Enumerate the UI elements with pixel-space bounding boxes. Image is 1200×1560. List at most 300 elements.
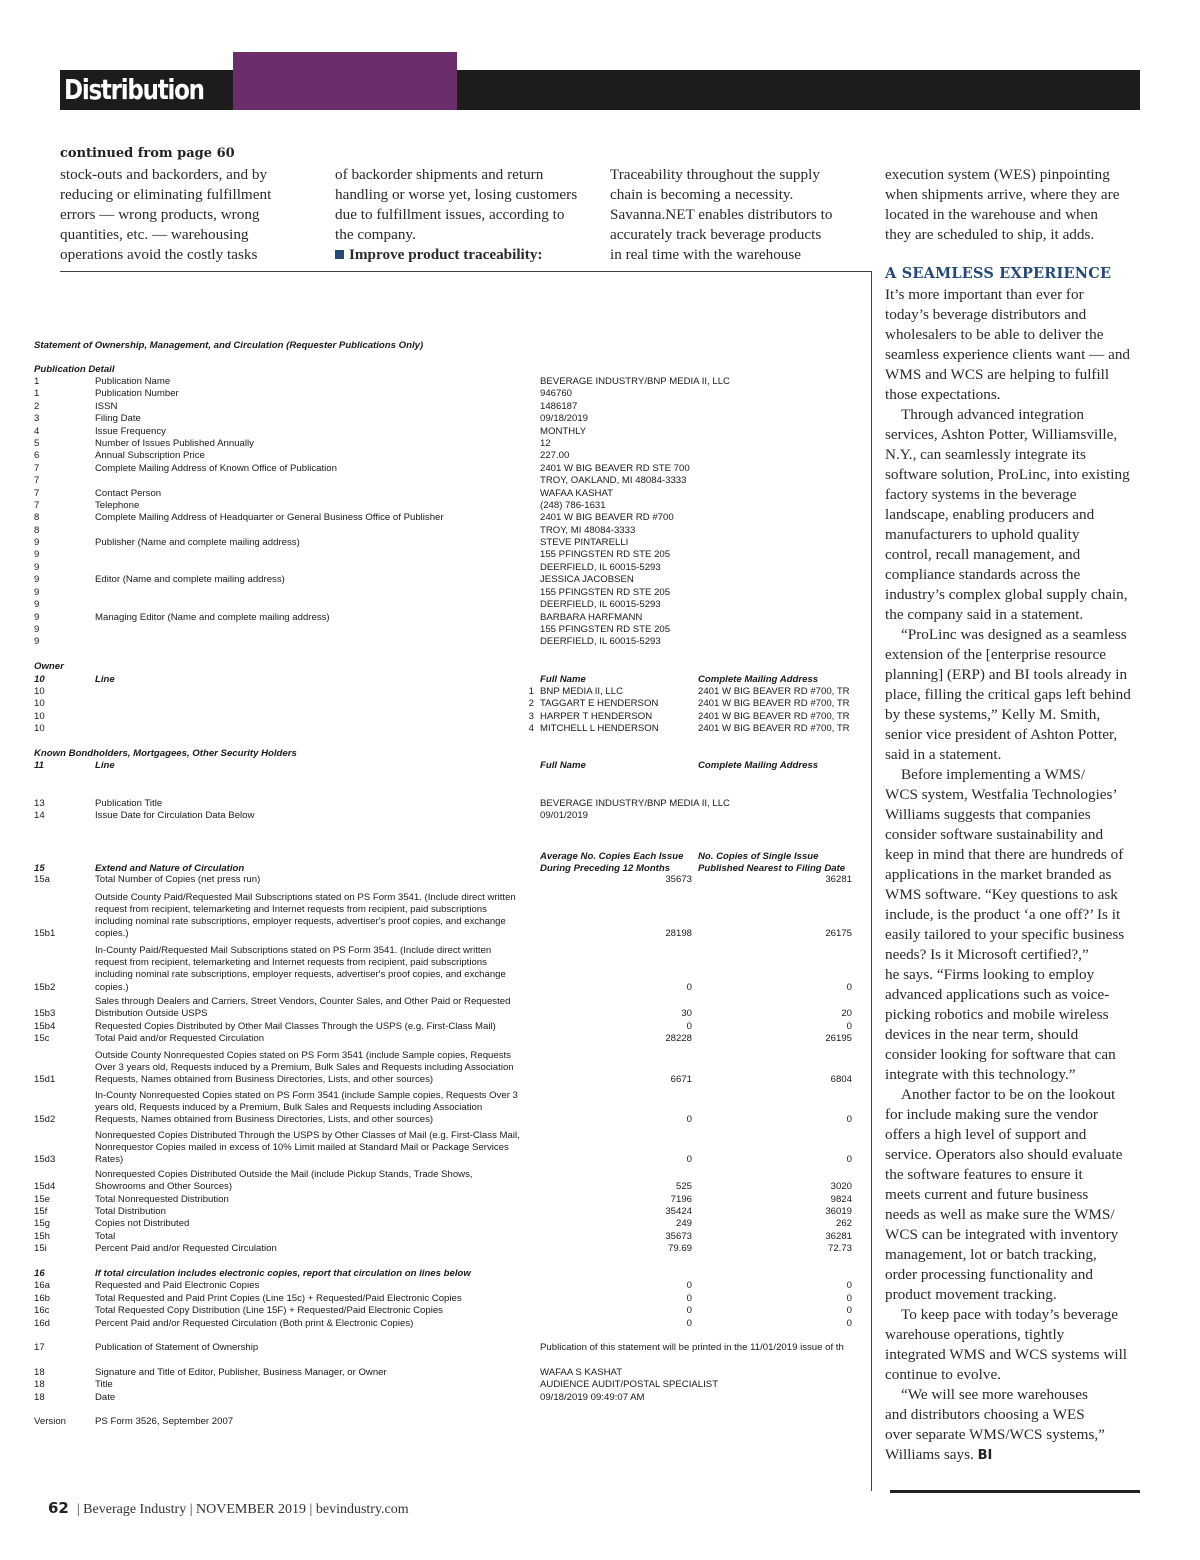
form-description: Outside County Paid/Requested Mail Subscriptions stated on PS Form 3541. (Include direct written: [95, 892, 516, 903]
form-description: Percent Paid and/or Requested Circulation: [95, 1243, 277, 1254]
form-description: Requested Copies Distributed by Other Mail Classes Through the USPS (e.g. First-Class Mail): [95, 1021, 496, 1032]
form-value: BNP MEDIA II, LLC: [540, 686, 623, 697]
form-description: Total Requested Copy Distribution (Line 15F) + Requested/Paid Electronic Copies: [95, 1305, 443, 1316]
form-value: 227.00: [540, 450, 570, 461]
form-row: [34, 1050, 870, 1062]
form-value: TROY, OAKLAND, MI 48084-3333: [540, 475, 687, 486]
form-avg-copies: 30: [681, 1008, 692, 1019]
form-value: TAGGART E HENDERSON: [540, 698, 659, 709]
text-line: Another factor to be on the lookout: [901, 1086, 1116, 1103]
form-description: PS Form 3526, September 2007: [95, 1416, 234, 1427]
form-row: [34, 748, 870, 760]
bullet-heading-text: Improve product traceability:: [349, 246, 543, 263]
text-line: devices in the near term, should: [885, 1026, 1079, 1043]
form-single-issue-copies: 36281: [825, 874, 852, 885]
form-row: [34, 388, 870, 400]
form-row: [34, 798, 870, 810]
form-value: 09/18/2019: [540, 413, 589, 424]
form-line-number: Publication Detail: [34, 364, 115, 375]
form-line-number: 7: [34, 475, 40, 486]
form-row: [34, 698, 870, 710]
text-line: in real time with the warehouse: [610, 246, 802, 263]
form-line-number: 16c: [34, 1305, 50, 1316]
form-value-secondary: 2401 W BIG BEAVER RD #700, TR: [698, 698, 850, 709]
form-description: Publisher (Name and complete mailing address): [95, 537, 300, 548]
form-description: Requests, Names obtained from Business Directories, Lists, and other sources): [95, 1074, 434, 1085]
form-description: Distribution Outside USPS: [95, 1008, 208, 1019]
form-avg-copies: 0: [686, 982, 692, 993]
text-line: the software features to ensure it: [885, 1166, 1083, 1183]
form-line-number: 7: [34, 463, 40, 474]
form-line-number: 17: [34, 1342, 45, 1353]
form-row: [34, 525, 870, 537]
form-value: BARBARA HARFMANN: [540, 612, 643, 623]
text-line: control, recall management, and: [885, 546, 1081, 563]
text-line: he says. “Firms looking to employ: [885, 966, 1095, 983]
form-description: Outside County Nonrequested Copies stated on PS Form 3541 (include Sample copies, Requests: [95, 1050, 511, 1061]
form-value: JESSICA JACOBSEN: [540, 574, 634, 585]
text-line: It’s more important than ever for: [885, 286, 1084, 303]
divider-bottom: [890, 1490, 1140, 1493]
form-row: [34, 1033, 870, 1045]
bullet-heading: [335, 245, 595, 265]
form-value: MONTHLY: [540, 426, 587, 437]
form-avg-copies: 0: [686, 1114, 692, 1125]
form-row: [34, 376, 870, 388]
form-row: [34, 537, 870, 549]
form-row: [34, 957, 870, 969]
form-line-number: Version: [34, 1416, 66, 1427]
text-line: today’s beverage distributors and: [885, 306, 1087, 323]
form-line-number: 16a: [34, 1280, 51, 1291]
text-line: compliance standards across the: [885, 566, 1081, 583]
form-line-number: 15d1: [34, 1074, 56, 1085]
form-line-number: 18: [34, 1392, 45, 1403]
form-line-number: Statement of Ownership, Management, and Circulation (Requester Publications Only): [34, 340, 424, 351]
text-line: errors — wrong products, wrong: [60, 206, 260, 223]
form-line-number: 1: [34, 376, 40, 387]
form-line-number: 15e: [34, 1194, 51, 1205]
divider-horizontal: [60, 271, 872, 272]
text-line: the company.: [335, 226, 416, 243]
text-line: place, filling the critical gaps left behind: [885, 686, 1131, 703]
form-row: [34, 475, 870, 487]
form-single-issue-copies: 9824: [830, 1194, 852, 1205]
form-line-number: 15c: [34, 1033, 50, 1044]
form-row: [34, 1194, 870, 1206]
form-row: [34, 982, 870, 994]
text-line: industry’s complex global supply chain,: [885, 586, 1128, 603]
form-row: [34, 760, 870, 772]
form-single-issue-copies: 72.73: [827, 1243, 852, 1254]
form-row: [34, 1305, 870, 1317]
form-description: Total Distribution: [95, 1206, 166, 1217]
form-value: Publication of this statement will be printed in the 11/01/2019 issue of th: [540, 1342, 844, 1353]
form-line-number: Known Bondholders, Mortgagees, Other Security Holders: [34, 748, 297, 759]
form-description: Line: [95, 674, 115, 685]
text-line: Before implementing a WMS/: [901, 766, 1086, 783]
form-row: [34, 969, 870, 981]
form-value: 2401 W BIG BEAVER RD STE 700: [540, 463, 690, 474]
form-row: [34, 686, 870, 698]
form-line-number: 9: [34, 537, 40, 548]
form-avg-copies: 28228: [665, 1033, 692, 1044]
form-value: BEVERAGE INDUSTRY/BNP MEDIA II, LLC: [540, 798, 730, 809]
form-row: [34, 1154, 870, 1166]
form-row: [34, 1231, 870, 1243]
form-description: request from recipient, telemarketing and Internet requests from recipient, paid subscriptions: [95, 957, 487, 968]
form-row: [34, 636, 870, 648]
text-line: product movement tracking.: [885, 1286, 1057, 1303]
text-line: services, Ashton Potter, Williamsville,: [885, 426, 1118, 443]
form-description: Rates): [95, 1154, 124, 1165]
form-row: [34, 1130, 870, 1142]
form-line-number: 15b2: [34, 982, 56, 993]
text-line: include, is the product ‘a one off?’ Is it: [885, 906, 1121, 923]
form-value: BEVERAGE INDUSTRY/BNP MEDIA II, LLC: [540, 376, 730, 387]
form-line-number: 18: [34, 1379, 45, 1390]
form-value: HARPER T HENDERSON: [540, 711, 653, 722]
form-value: MITCHELL L HENDERSON: [540, 723, 659, 734]
form-description: Copies not Distributed: [95, 1218, 190, 1229]
form-row: [34, 1268, 870, 1280]
form-row: [34, 450, 870, 462]
form-description: copies.): [95, 928, 129, 939]
form-row: [34, 1008, 870, 1020]
form-avg-copies: 28198: [665, 928, 692, 939]
form-row: [34, 1206, 870, 1218]
section-header-accent: [233, 52, 457, 110]
text-line: “ProLinc was designed as a seamless: [901, 626, 1127, 643]
form-single-issue-copies: 262: [835, 1218, 852, 1229]
form-line-number: 9: [34, 587, 40, 598]
form-value: STEVE PINTARELLI: [540, 537, 629, 548]
form-description: Date: [95, 1392, 116, 1403]
text-line: WMS software. “Key questions to ask: [885, 886, 1118, 903]
text-line: Savanna.NET enables distributors to: [610, 206, 833, 223]
form-line-number: 9: [34, 574, 40, 585]
form-row: [34, 1367, 870, 1379]
form-row: [34, 723, 870, 735]
form-description: Requested and Paid Electronic Copies: [95, 1280, 260, 1291]
text-line: advanced applications such as voice-: [885, 986, 1110, 1003]
form-line-number: 6: [34, 450, 40, 461]
section-header-band: [60, 70, 1140, 110]
text-line: factory systems in the beverage: [885, 486, 1077, 503]
form-single-issue-copies: 36281: [825, 1231, 852, 1242]
form-row: [34, 661, 870, 673]
form-description: Signature and Title of Editor, Publisher, Business Manager, or Owner: [95, 1367, 387, 1378]
form-value: 09/18/2019 09:49:07 AM: [540, 1392, 645, 1403]
form-line-number: 7: [34, 500, 40, 511]
text-line: accurately track beverage products: [610, 226, 822, 243]
form-value-secondary: 2401 W BIG BEAVER RD #700, TR: [698, 686, 850, 697]
form-line-number: 10: [34, 686, 45, 697]
form-value: During Preceding 12 Months: [540, 863, 671, 874]
form-description: Showrooms and Other Sources): [95, 1181, 233, 1192]
text-line: Williams suggests that companies: [885, 806, 1091, 823]
form-description: Total: [95, 1231, 116, 1242]
form-line-number: 15i: [34, 1243, 47, 1254]
form-value: 09/01/2019: [540, 810, 589, 821]
text-line: WCS can be integrated with inventory: [885, 1226, 1119, 1243]
form-line-number: Owner: [34, 661, 64, 672]
form-row: [34, 488, 870, 500]
footer-text: | Beverage Industry | NOVEMBER 2019 | bevindustry.com: [76, 1502, 409, 1517]
form-row: [34, 1142, 870, 1154]
text-line: when shipments arrive, where they are: [885, 186, 1120, 203]
form-line-number: 13: [34, 798, 45, 809]
form-line-number: 2: [34, 401, 40, 412]
form-value: WAFAA S KASHAT: [540, 1367, 623, 1378]
text-line: of backorder shipments and return: [335, 166, 544, 183]
form-line-number: 4: [34, 426, 40, 437]
text-line: the company said in a statement.: [885, 606, 1084, 623]
text-line: easily tailored to your specific business: [885, 926, 1125, 943]
text-line: consider looking for software that can: [885, 1046, 1116, 1063]
text-line: applications in the market branded as: [885, 866, 1112, 883]
text-line: meets current and future business: [885, 1186, 1089, 1203]
form-description: Complete Mailing Address of Known Office of Publication: [95, 463, 337, 474]
text-line: N.Y., can seamlessly integrate its: [885, 446, 1086, 463]
form-row: [34, 1243, 870, 1255]
text-line: execution system (WES) pinpointing: [885, 166, 1110, 183]
form-single-issue-copies: 0: [846, 1318, 852, 1329]
text-line: wholesalers to be able to deliver the: [885, 326, 1104, 343]
text-line: said in a statement.: [885, 746, 1002, 763]
form-value-secondary: Published Nearest to Filing Date: [698, 863, 846, 874]
form-description: Issue Frequency: [95, 426, 166, 437]
form-line-number: 11: [34, 760, 44, 771]
text-line: extension of the [enterprise resource: [885, 646, 1106, 663]
form-row: [34, 612, 870, 624]
form-value: 1486187: [540, 401, 578, 412]
text-line: [885, 1445, 1145, 1466]
text-line: WCS system, Westfalia Technologies’: [885, 786, 1118, 803]
text-line: chain is becoming a necessity.: [610, 186, 794, 203]
text-line: for include making sure the vendor: [885, 1106, 1098, 1123]
form-avg-copies: 249: [675, 1218, 692, 1229]
text-line: offers a high level of support and: [885, 1126, 1087, 1143]
text-line: To keep pace with today’s beverage: [901, 1306, 1118, 1323]
form-value: WAFAA KASHAT: [540, 488, 614, 499]
form-description: Extend and Nature of Circulation: [95, 863, 245, 874]
form-single-issue-copies: 36019: [825, 1206, 852, 1217]
form-row: [34, 401, 870, 413]
form-description: Total Nonrequested Distribution: [95, 1194, 229, 1205]
form-description: If total circulation includes electronic copies, report that circulation on lines below: [95, 1268, 471, 1279]
text-line: order processing functionality and: [885, 1266, 1093, 1283]
form-value: DEERFIELD, IL 60015-5293: [540, 562, 661, 573]
form-row: [34, 512, 870, 524]
form-line-number: 3: [34, 413, 40, 424]
form-row: [34, 1074, 870, 1086]
form-line-number: 9: [34, 636, 40, 647]
form-row: [34, 1062, 870, 1074]
text-line: and distributors choosing a WES: [885, 1406, 1085, 1423]
form-row: [34, 562, 870, 574]
section-title: Distribution: [64, 73, 204, 106]
form-line-number: 15b4: [34, 1021, 56, 1032]
form-value: 155 PFINGSTEN RD STE 205: [540, 549, 671, 560]
text-line: stock-outs and backorders, and by: [60, 166, 268, 183]
form-avg-copies: 6671: [670, 1074, 692, 1085]
form-row: [34, 1392, 870, 1404]
text-run: Williams says.: [885, 1446, 974, 1463]
form-line-number: 18: [34, 1367, 45, 1378]
form-description: Total Number of Copies (net press run): [95, 874, 261, 885]
form-owner-index: 4: [528, 723, 534, 734]
text-line: planning] (ERP) and BI tools already in: [885, 666, 1128, 683]
form-description: Complete Mailing Address of Headquarter or General Business Office of Publisher: [95, 512, 444, 523]
form-line-number: 7: [34, 488, 40, 499]
form-single-issue-copies: 3020: [830, 1181, 852, 1192]
form-description: Nonrequested Copies Distributed Outside the Mail (include Pickup Stands, Trade Shows,: [95, 1169, 473, 1180]
form-row: [34, 1379, 870, 1391]
form-row: [34, 1318, 870, 1330]
form-row: [34, 1416, 870, 1428]
page-footer: [48, 1499, 409, 1518]
form-row: [34, 549, 870, 561]
form-row: [34, 1114, 870, 1126]
form-description: Issue Date for Circulation Data Below: [95, 810, 255, 821]
form-description: Line: [95, 760, 115, 771]
text-line: software solution, ProLinc, into existing: [885, 466, 1130, 483]
form-single-issue-copies: 0: [846, 1293, 852, 1304]
text-line: by these systems,” Kelly M. Smith,: [885, 706, 1101, 723]
form-row: [34, 810, 870, 822]
form-description: Nonrequestor Copies mailed in excess of 10% Limit mailed at Standard Mail or Package Services: [95, 1142, 509, 1153]
text-line: handling or worse yet, losing customers: [335, 186, 578, 203]
text-line: warehouse operations, tightly: [885, 1326, 1065, 1343]
form-line-number: 8: [34, 512, 40, 523]
form-line-number: 15d2: [34, 1114, 56, 1125]
form-description: Requests, Names obtained from Business Directories, Lists, and other sources): [95, 1114, 434, 1125]
form-line-number: 9: [34, 624, 40, 635]
form-description: including nominal rate subscriptions, employer requests, advertiser's proof copies, and exchange: [95, 969, 506, 980]
form-value: DEERFIELD, IL 60015-5293: [540, 636, 661, 647]
form-description: Managing Editor (Name and complete mailing address): [95, 612, 330, 623]
form-avg-copies: 0: [686, 1154, 692, 1165]
form-single-issue-copies: 20: [841, 1008, 852, 1019]
form-row: [34, 587, 870, 599]
form-description: request from recipient, telemarketing and Internet requests from recipient, paid subscriptions: [95, 904, 487, 915]
form-owner-index: 3: [528, 711, 534, 722]
form-description: copies.): [95, 982, 129, 993]
text-line: “We will see more warehouses: [901, 1386, 1088, 1403]
form-row: [34, 916, 870, 928]
form-row: [34, 945, 870, 957]
form-line-number: 15d3: [34, 1154, 56, 1165]
form-row: [34, 874, 870, 886]
form-line-number: 15: [34, 863, 45, 874]
form-line-number: 5: [34, 438, 40, 449]
form-description: In-County Nonrequested Copies stated on PS Form 3541 (include Sample copies, Requests Over 3: [95, 1090, 518, 1101]
form-row: [34, 904, 870, 916]
form-value: Full Name: [540, 674, 586, 685]
form-description: Title: [95, 1379, 113, 1390]
form-value-secondary: 2401 W BIG BEAVER RD #700, TR: [698, 711, 850, 722]
form-row: [34, 1021, 870, 1033]
form-row: [34, 1102, 870, 1114]
form-row: [34, 340, 870, 352]
form-description: Annual Subscription Price: [95, 450, 205, 461]
text-line: keep in mind that there are hundreds of: [885, 846, 1124, 863]
form-avg-copies: 79.69: [667, 1243, 692, 1254]
article-column-2: [335, 165, 595, 265]
text-line: integrate with this technology.”: [885, 1066, 1076, 1083]
form-row: [34, 711, 870, 723]
form-line-number: 10: [34, 723, 45, 734]
form-description: Publication Title: [95, 798, 163, 809]
form-line-number: 15d4: [34, 1181, 56, 1192]
form-value: 12: [540, 438, 551, 449]
form-row: [34, 574, 870, 586]
text-line: quantities, etc. — warehousing: [60, 226, 249, 243]
form-row: [34, 928, 870, 940]
form-avg-copies: 35424: [665, 1206, 692, 1217]
form-row: [34, 599, 870, 611]
form-line-number: 16d: [34, 1318, 51, 1329]
form-line-number: 10: [34, 711, 45, 722]
form-row: [34, 1342, 870, 1354]
form-value: (248) 786-1631: [540, 500, 606, 511]
form-avg-copies: 0: [686, 1318, 692, 1329]
text-line: consider software sustainability and: [885, 826, 1104, 843]
form-row: [34, 463, 870, 475]
form-row: [34, 426, 870, 438]
form-single-issue-copies: 0: [846, 1114, 852, 1125]
text-line: manufacturers to uphold quality: [885, 526, 1080, 543]
form-description: Telephone: [95, 500, 140, 511]
article-column-1: [60, 165, 320, 265]
form-line-number: 10: [34, 698, 45, 709]
form-description: Number of Issues Published Annually: [95, 438, 254, 449]
form-row: [34, 892, 870, 904]
form-row: [34, 1181, 870, 1193]
text-line: needs? Is it Microsoft certified?,”: [885, 946, 1089, 963]
form-owner-index: 2: [528, 698, 534, 709]
end-mark: BI: [977, 1448, 993, 1463]
form-single-issue-copies: 0: [846, 1280, 852, 1291]
text-line: reducing or eliminating fulfillment: [60, 186, 272, 203]
text-line: senior vice president of Ashton Potter,: [885, 726, 1118, 743]
form-avg-copies: 35673: [665, 874, 692, 885]
form-single-issue-copies: 0: [846, 1305, 852, 1316]
form-row: [34, 851, 870, 863]
form-value: 946760: [540, 388, 573, 399]
text-line: they are scheduled to ship, it adds.: [885, 226, 1095, 243]
form-line-number: 10: [34, 674, 45, 685]
text-line: those expectations.: [885, 386, 1001, 403]
text-line: Through advanced integration: [901, 406, 1085, 423]
text-line: operations avoid the costly tasks: [60, 246, 258, 263]
form-line-number: 15h: [34, 1231, 51, 1242]
form-line-number: 9: [34, 562, 40, 573]
form-row: [34, 438, 870, 450]
form-row: [34, 1280, 870, 1292]
form-value: DEERFIELD, IL 60015-5293: [540, 599, 661, 610]
article-column-right-top: [885, 165, 1145, 245]
form-avg-copies: 7196: [670, 1194, 692, 1205]
form-line-number: 16: [34, 1268, 45, 1279]
form-line-number: 15g: [34, 1218, 51, 1229]
square-bullet-icon: [335, 250, 344, 259]
form-value-secondary: Complete Mailing Address: [698, 674, 819, 685]
page-number: 62: [48, 1499, 69, 1517]
form-single-issue-copies: 6804: [830, 1074, 852, 1085]
form-row: [34, 1169, 870, 1181]
